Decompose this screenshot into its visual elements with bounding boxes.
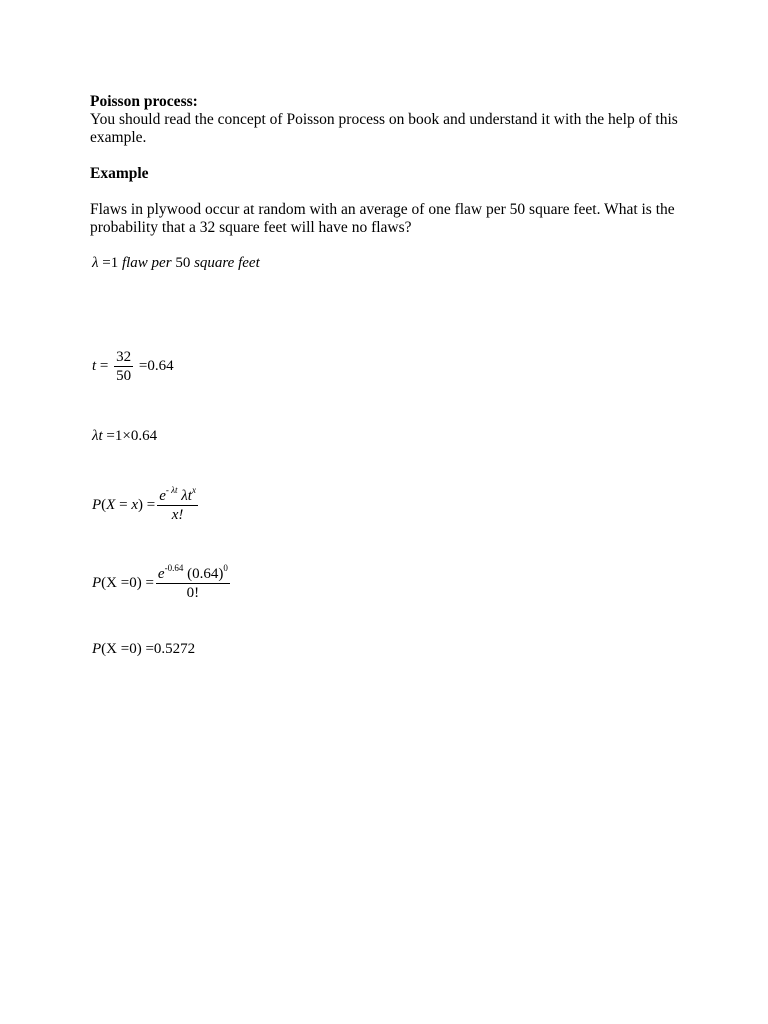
equation-pmf: P(X = x) = $\frac{e^{- \lambda t} \lambda t^x}{x!}$ [92, 485, 196, 523]
equation-rate: λ =1 flaw per 50 square feet [92, 255, 260, 271]
spacer [90, 147, 680, 165]
fraction: $\frac{32}{50}$ [116, 349, 132, 384]
section-title: Poisson process: [90, 93, 198, 110]
intro-paragraph: You should read the concept of Poisson process on book and understand it with the help of this example. [90, 111, 678, 146]
fraction: $\frac{e^{-0.64} (0.64)^0}{0!}$ [157, 563, 228, 601]
fraction: $\frac{e^{- \lambda t} \lambda t^x}{x!}$ [159, 485, 196, 523]
equation-pmf-zero: P(X =0) = $\frac{e^{-0.64} (0.64)^0}{0!}$ [92, 563, 228, 601]
problem-paragraph: Flaws in plywood occur at random with an average of one flaw per 50 square feet. What is the probability that a 32 square feet will have no flaws? [90, 201, 675, 236]
spacer [90, 183, 680, 201]
example-title: Example [90, 165, 149, 182]
equation-time: t = $\frac{32}{50}$ =0.64 [92, 349, 174, 384]
lambda-symbol: λ [92, 255, 99, 271]
document-body [90, 93, 680, 237]
equation-lambda-t: λt =1×0.64 [92, 428, 158, 444]
equation-result: P(X =0) =0.5272 [92, 641, 196, 657]
